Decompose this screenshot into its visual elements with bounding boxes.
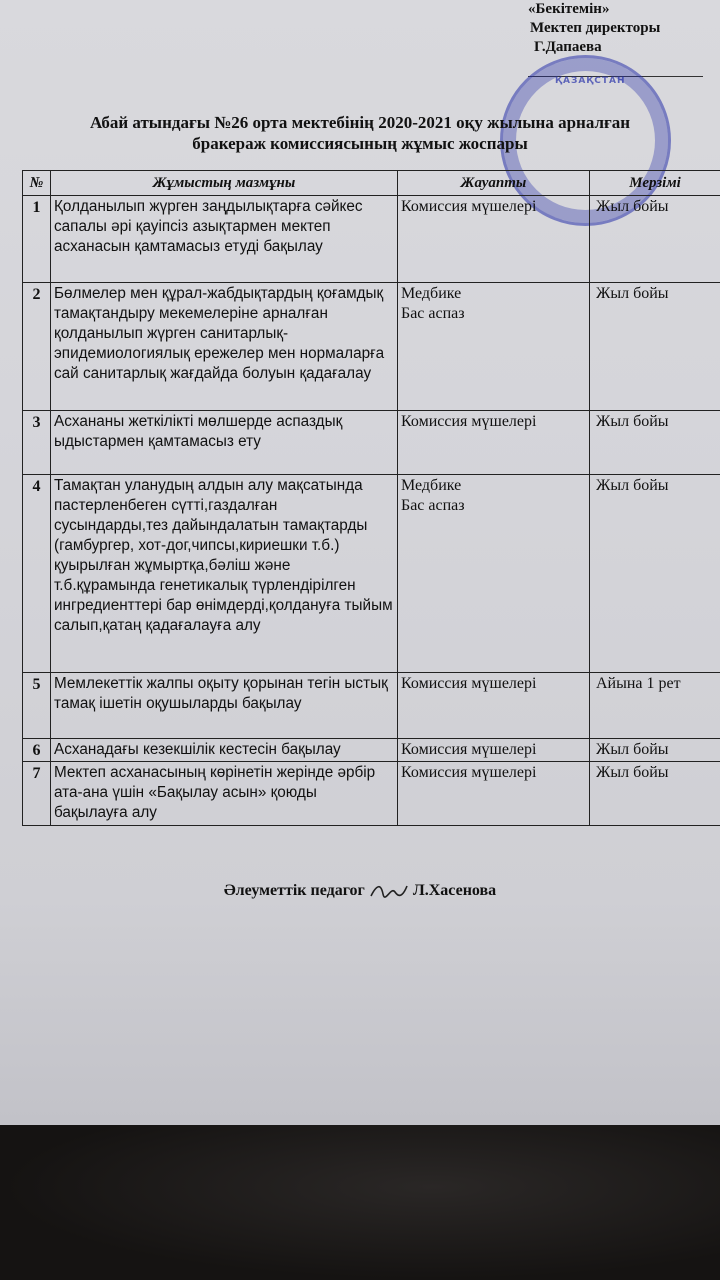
row-number: 2 (23, 283, 51, 411)
row-content: Мектеп асханасының көрінетін жерінде әрбір ата-ана үшін «Бақылау асын» қоюды бақылауға алу (51, 762, 398, 826)
header-responsible: Жауапты (398, 171, 590, 196)
approval-line-2: Мектеп директоры (530, 20, 661, 36)
document-title (0, 112, 720, 154)
row-number: 7 (23, 762, 51, 826)
header-content: Жұмыстың мазмұны (51, 171, 398, 196)
row-responsible: Медбике Бас аспаз (398, 283, 590, 411)
row-responsible: Комиссия мүшелері (398, 196, 590, 283)
approval-block (528, 0, 718, 57)
row-term: Жыл бойы (590, 283, 720, 411)
row-content: Тамақтан уланудың алдын алу мақсатында пастерленбеген сүтті,газдалған сусындарды,тез дайындалатын тамақтарды (гамбургер, хот-дог,чипсы,кириешки т.б.) қуырылған жұмыртқа,бәліш және т.б.құрамында генетикалық түрлендірілген ингредиенттері бар өнімдерді,қолдануға тыйым салып,қатаң қадағалауға алу (51, 475, 398, 673)
table-row (23, 673, 720, 739)
row-term: Жыл бойы (590, 475, 720, 673)
table-row (23, 196, 720, 283)
row-content: Мемлекеттік жалпы оқыту қорынан тегін ыстық тамақ ішетін оқушыларды бақылау (51, 673, 398, 739)
row-term: Жыл бойы (590, 196, 720, 283)
row-responsible: Медбике Бас аспаз (398, 475, 590, 673)
table-row (23, 411, 720, 475)
handwritten-signature-icon (369, 882, 409, 900)
row-responsible: Комиссия мүшелері (398, 762, 590, 826)
row-content: Асхананы жеткілікті мөлшерде аспаздық ыдыстармен қамтамасыз ету (51, 411, 398, 475)
row-content: Қолданылып жүрген заңдылықтарға сәйкес сапалы әрі қауіпсіз азықтармен мектеп асханасын қамтамасыз етуді бақылау (51, 196, 398, 283)
row-term: Жыл бойы (590, 739, 720, 762)
row-number: 6 (23, 739, 51, 762)
table-row (23, 739, 720, 762)
row-term: Айына 1 рет (590, 673, 720, 739)
title-line-2: бракераж комиссиясының жұмыс жоспары (192, 134, 528, 153)
approval-line-3: Г.Дапаева (534, 39, 602, 55)
signature-role: Әлеуметтік педагог (223, 882, 365, 899)
row-number: 4 (23, 475, 51, 673)
header-term: Мерзімі (590, 171, 720, 196)
work-plan-table (22, 170, 720, 826)
signature-block (0, 882, 720, 900)
row-number: 5 (23, 673, 51, 739)
table-row (23, 283, 720, 411)
official-stamp: ҚАЗАҚСТАН (500, 55, 671, 226)
row-content: Бөлмелер мен құрал-жабдықтардың қоғамдық тамақтандыру мекемелеріне арналған қолданылып жүрген санитарлық-эпидемиологиялық ережелер мен нормаларға сай санитарлық жағдайда болуын қадағалау (51, 283, 398, 411)
table-row (23, 762, 720, 826)
row-responsible: Комиссия мүшелері (398, 673, 590, 739)
title-line-1: Абай атындағы №26 орта мектебінің 2020-2021 оқу жылына арналған (89, 113, 631, 132)
row-number: 1 (23, 196, 51, 283)
table-header-row (23, 171, 720, 196)
row-content: Асханадағы кезекшілік кестесін бақылау (51, 739, 398, 762)
approval-line-1: «Бекітемін» (528, 1, 610, 17)
row-responsible: Комиссия мүшелері (398, 739, 590, 762)
row-term: Жыл бойы (590, 762, 720, 826)
table-row (23, 475, 720, 673)
row-number: 3 (23, 411, 51, 475)
desk-background (0, 1125, 720, 1280)
header-number: № (23, 171, 51, 196)
row-responsible: Комиссия мүшелері (398, 411, 590, 475)
row-term: Жыл бойы (590, 411, 720, 475)
signature-name: Л.Хасенова (412, 882, 497, 899)
